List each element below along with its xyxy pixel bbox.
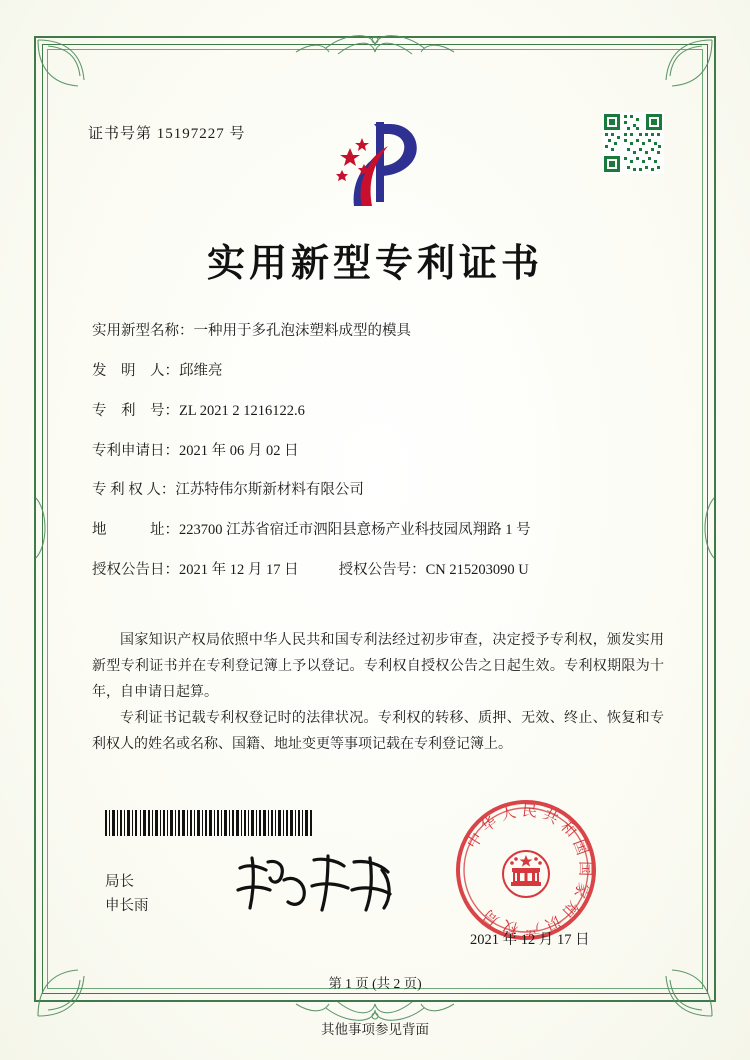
field-label: 专 利 权 人： xyxy=(92,482,176,499)
director-name: 申长雨 xyxy=(105,898,149,914)
grant-date-value: 2021 年 12 月 17 日 xyxy=(179,562,299,579)
barcode xyxy=(105,810,315,836)
field-row-address xyxy=(92,521,662,540)
paragraph-grant: 国家知识产权局依照中华人民共和国专利法经过初步审查，决定授予专利权，颁发实用新型专利证书并在专利登记簿上予以登记。专利权自授权公告之日起生效。专利权期限为十年，自申请日起算。 xyxy=(92,633,664,700)
field-row-inventor xyxy=(92,362,662,381)
grant-date-label: 授权公告日： xyxy=(92,562,179,579)
seal-date: 2021 年 12 月 17 日 xyxy=(470,932,590,948)
grant-number-label: 授权公告号： xyxy=(338,562,426,579)
field-row-name xyxy=(92,322,662,341)
qr-code xyxy=(602,112,664,174)
field-value: 223700 江苏省宿迁市泗阳县意杨产业科技园凤翔路 1 号 xyxy=(179,522,531,539)
page-title: 实用新型专利证书 xyxy=(206,243,543,285)
field-label: 专利申请日： xyxy=(92,442,179,459)
field-row-patent-number xyxy=(92,402,662,421)
legal-body-text xyxy=(92,628,664,758)
director-block xyxy=(105,870,149,918)
director-label: 局长 xyxy=(105,874,134,890)
svg-text:中华人民共和国国家知识产权局: 中华人民共和国国家知识产权局 xyxy=(464,803,593,937)
official-seal xyxy=(452,796,600,944)
field-label: 地 址： xyxy=(92,522,179,539)
cnipa-logo xyxy=(330,118,426,214)
field-label: 发 明 人： xyxy=(92,362,179,379)
field-value: 一种用于多孔泡沫塑料成型的模具 xyxy=(193,323,411,339)
field-label: 实用新型名称： xyxy=(92,323,194,339)
certificate-number: 证书号第 15197227 号 xyxy=(88,126,246,142)
field-value: 江苏特伟尔斯新材料有限公司 xyxy=(175,482,364,499)
paragraph-registry: 专利证书记载专利权登记时的法律状况。专利权的转移、质押、无效、终止、恢复和专利权人的姓名或名称、国籍、地址变更等事项记载在专利登记簿上。 xyxy=(92,711,664,752)
field-value: 邱维亮 xyxy=(179,362,223,379)
director-signature xyxy=(232,850,400,920)
page-indicator: 第 1 页 (共 2 页) xyxy=(328,976,422,991)
field-value: ZL 2021 2 1216122.6 xyxy=(179,402,305,419)
footnote: 其他事项参见背面 xyxy=(321,1022,429,1037)
field-row-application-date xyxy=(92,442,662,461)
field-row-grant xyxy=(92,561,662,580)
field-label: 专 利 号： xyxy=(92,402,179,419)
field-row-patentee xyxy=(92,481,662,500)
certificate-fields xyxy=(92,322,662,601)
field-value: 2021 年 06 月 02 日 xyxy=(179,442,299,459)
grant-number-value: CN 215203090 U xyxy=(425,562,529,579)
